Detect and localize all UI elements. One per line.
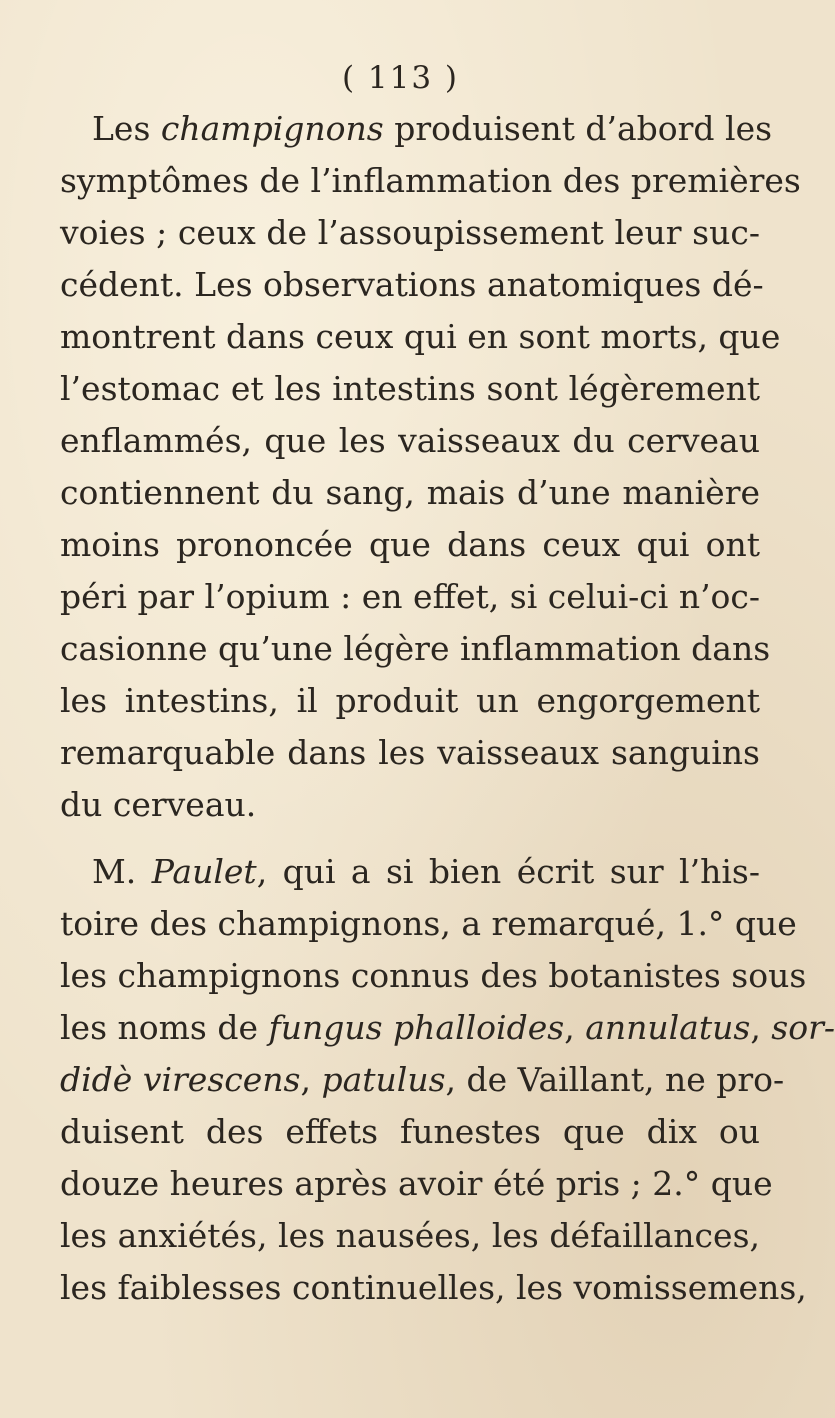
text-segment: cédent. Les observations anatomiques dé-	[60, 265, 764, 304]
page-number: ( 113 )	[341, 60, 460, 96]
text-line	[60, 467, 760, 519]
text-line	[60, 311, 781, 363]
text-line	[60, 1158, 773, 1210]
italic-text: fungus phalloides	[268, 1008, 565, 1047]
italic-text: annulatus	[585, 1008, 751, 1047]
text-line	[60, 207, 760, 259]
text-segment: M.	[92, 852, 152, 891]
text-line	[60, 1002, 835, 1054]
text-line	[60, 779, 760, 831]
text-segment: montrent dans ceux qui en sont morts, que	[60, 317, 781, 356]
text-segment: produisent d’abord les	[383, 109, 773, 148]
text-line	[60, 623, 771, 675]
text-line	[60, 727, 760, 779]
paragraph-2	[60, 846, 835, 1314]
text-line	[60, 571, 760, 623]
text-segment: , de Vaillant, ne pro-	[445, 1060, 785, 1099]
text-line	[60, 259, 764, 311]
text-segment: les champignons connus des botanistes sous	[60, 956, 807, 995]
text-segment: les anxiétés, les nausées, les défaillances,	[60, 1216, 760, 1255]
text-line	[60, 1262, 807, 1314]
text-line	[60, 898, 797, 950]
text-segment: contiennent du sang, mais d’une manière	[60, 473, 760, 512]
text-line	[60, 415, 760, 467]
text-line	[60, 103, 773, 155]
text-segment: Les	[92, 109, 161, 148]
text-line	[60, 1210, 760, 1262]
text-segment: remarquable dans les vaisseaux sanguins	[60, 733, 760, 772]
text-segment: ,	[564, 1008, 586, 1047]
text-segment: symptômes de l’inflammation des premières	[60, 161, 801, 200]
text-segment: toire des champignons, a remarqué, 1.° que	[60, 904, 797, 943]
text-line	[60, 1106, 760, 1158]
italic-text: Paulet	[151, 852, 257, 891]
italic-text: champignons	[160, 109, 384, 148]
text-segment: moins prononcée que dans ceux qui ont	[60, 525, 760, 564]
text-segment: casionne qu’une légère inflammation dans	[60, 629, 771, 668]
paragraph-1	[60, 103, 801, 831]
text-line	[60, 1054, 785, 1106]
text-segment: péri par l’opium : en effet, si celui-ci n’oc-	[60, 577, 761, 616]
text-segment: enflammés, que les vaisseaux du cerveau	[60, 421, 760, 460]
text-segment: douze heures après avoir été pris ; 2.° que	[60, 1164, 773, 1203]
text-segment: ,	[300, 1060, 322, 1099]
text-line	[60, 950, 807, 1002]
text-line	[60, 363, 760, 415]
text-line	[60, 675, 760, 727]
text-line	[60, 846, 760, 898]
text-segment: l’estomac et les intestins sont légèrement	[60, 369, 760, 408]
text-segment: duisent des effets funestes que dix ou	[60, 1112, 760, 1151]
text-segment: du cerveau.	[60, 785, 257, 824]
text-segment: les intestins, il produit un engorgement	[60, 681, 760, 720]
text-line	[60, 155, 801, 207]
italic-text: didè virescens	[60, 1060, 301, 1099]
text-segment: les noms de	[60, 1008, 269, 1047]
italic-text: sor-	[771, 1008, 835, 1047]
text-segment: ,	[750, 1008, 772, 1047]
italic-text: patulus	[321, 1060, 446, 1099]
text-segment: voies ; ceux de l’assoupissement leur suc-	[60, 213, 760, 252]
text-segment: , qui a si bien écrit sur l’his-	[256, 852, 760, 891]
text-line	[60, 519, 760, 571]
text-segment: les faiblesses continuelles, les vomissemens,	[60, 1268, 807, 1307]
